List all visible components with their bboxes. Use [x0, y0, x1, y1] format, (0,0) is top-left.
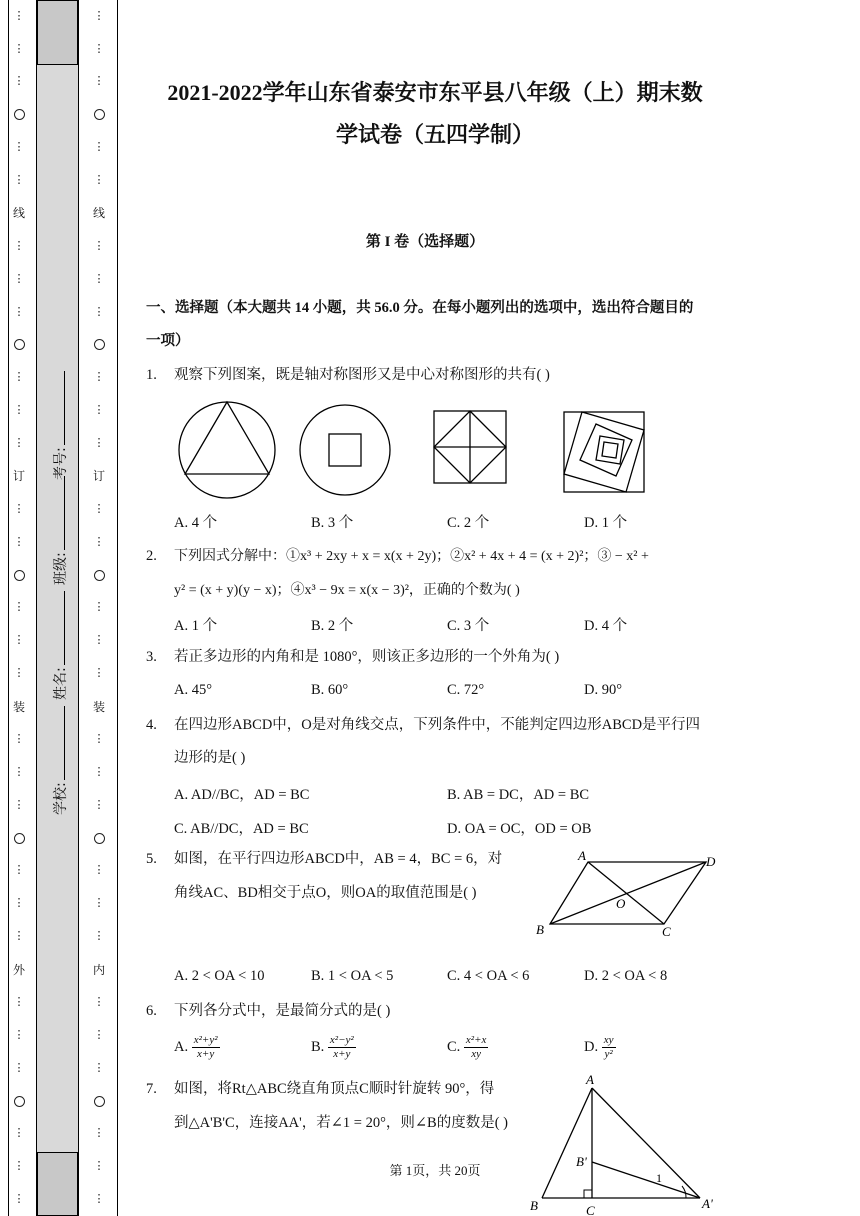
label-c: C — [586, 1203, 595, 1216]
question-text-line-2: 角线AC、BD相交于点O，则OA的取值范围是( ) — [174, 885, 477, 901]
school-label: 学校: — [53, 782, 69, 815]
name-label: 姓名: — [53, 667, 69, 700]
gray-block-top — [37, 0, 78, 65]
title-line-1: 2021-2022学年山东省泰安市东平县八年级（上）期末数 — [167, 80, 703, 105]
q7-rotation-figure — [520, 1070, 730, 1216]
strip-border-right — [117, 0, 118, 1216]
option-d[interactable]: D. 2 < OA < 8 — [584, 968, 668, 984]
option-a[interactable]: A. AD//BC，AD = BC — [174, 787, 310, 803]
q5-parallelogram-figure — [530, 848, 720, 943]
binding-strip — [0, 0, 118, 1216]
figure-rotating-squares — [564, 412, 644, 492]
question-text-line-2: 边形的是( ) — [174, 750, 246, 766]
part-one-line-2: 一项） — [146, 333, 190, 349]
option-b[interactable]: B. 60° — [311, 682, 349, 698]
school-field[interactable] — [50, 706, 70, 815]
question-text: 下列各分式中，是最简分式的是( ) — [174, 1003, 391, 1019]
question-text-line-1: 如图，将Rt△ABC绕直角顶点C顺时针旋转 90°，得 — [174, 1081, 495, 1097]
option-c[interactable]: C. 4 < OA < 6 — [447, 968, 530, 984]
circle-mark-icon — [94, 833, 105, 844]
fraction: $\frac{\text{x²+y²}}{x+y}$ — [193, 1034, 218, 1060]
option-letter: D. — [584, 1038, 599, 1055]
question-text: 若正多边形的内角和是 1080°，则该正多边形的一个外角为( ) — [174, 649, 560, 665]
option-c[interactable]: C. 2 个 — [447, 515, 490, 531]
question-number: 1. — [146, 367, 157, 383]
figure-square-diamond — [434, 411, 506, 483]
gray-block-bottom — [37, 1152, 78, 1216]
circle-mark-icon — [94, 570, 105, 581]
option-c[interactable]: C. 72° — [447, 682, 485, 698]
question-text-line-1: 在四边形ABCD中，O是对角线交点，下列条件中，不能判定四边形ABCD是平行四 — [174, 717, 701, 733]
option-d[interactable]: D. 4 个 — [584, 618, 628, 634]
page-title — [140, 72, 730, 156]
question-text-line-2: y² = (x + y)(y − x)；④x³ − 9x = x(x − 3)²，正确的个数为( ) — [174, 583, 520, 598]
option-c[interactable]: C. 3 个 — [447, 618, 490, 634]
circle-mark-icon — [14, 1096, 25, 1107]
label-c: C — [662, 924, 671, 939]
part-one-heading — [146, 292, 718, 358]
label-a: A — [586, 1072, 594, 1087]
option-letter: C. — [447, 1038, 461, 1055]
label-o: O — [616, 896, 626, 911]
fraction: $\frac{xy}{\text{y²}}$ — [603, 1034, 614, 1060]
circle-mark-icon — [94, 339, 105, 350]
option-b[interactable]: B. 1 < OA < 5 — [311, 968, 394, 984]
label-b-prime: B' — [576, 1154, 587, 1169]
circle-mark-icon — [14, 339, 25, 350]
label-d: D — [706, 854, 716, 869]
label-b: B — [530, 1198, 538, 1213]
fraction: $\frac{\text{x²−y²}}{x+y}$ — [329, 1034, 354, 1060]
question-text-line-1: 下列因式分解中：①x³ + 2xy + x = x(x + 2y)；②x² + 4x + 4 = (x + 2)²；③ − x² + — [174, 549, 649, 564]
option-letter: A. — [174, 1038, 189, 1055]
q1-figures — [170, 400, 660, 500]
option-a[interactable]: A. 1 个 — [174, 618, 218, 634]
option-d[interactable]: D. 90° — [584, 682, 623, 698]
question-number: 7. — [146, 1081, 157, 1097]
class-label: 班级: — [53, 552, 69, 585]
option-letter: B. — [311, 1038, 325, 1055]
question-number: 2. — [146, 548, 157, 564]
option-d[interactable]: D. 1 个 — [584, 515, 628, 531]
option-d[interactable]: D. OA = OC，OD = OB — [447, 821, 592, 837]
outer-dotted-column: ⋮ ⋮ ⋮ ⋮ ⋮ 线 ⋮ ⋮ ⋮ ⋮ ⋮ ⋮ 订 ⋮ ⋮ ⋮ ⋮ ⋮ 装 ⋮ ⋮ ⋮ ⋮ ⋮ ⋮ 外 ⋮ ⋮ ⋮ ⋮ ⋮ ⋮ — [12, 9, 25, 1205]
option-a[interactable]: A. 4 个 — [174, 515, 218, 531]
circle-mark-icon — [14, 833, 25, 844]
option-c[interactable] — [447, 1034, 488, 1061]
question-number: 3. — [146, 649, 157, 665]
question-number: 4. — [146, 717, 157, 733]
figure-circle-triangle — [179, 402, 275, 498]
volume-title: 第 I 卷（选择题） — [365, 234, 485, 250]
circle-mark-icon — [14, 109, 25, 120]
question-number: 6. — [146, 1003, 157, 1019]
question-text: 观察下列图案，既是轴对称图形又是中心对称图形的共有( ) — [174, 367, 550, 383]
inner-dotted-column: ⋮ ⋮ ⋮ ⋮ ⋮ 线 ⋮ ⋮ ⋮ ⋮ ⋮ ⋮ 订 ⋮ ⋮ ⋮ ⋮ ⋮ 装 ⋮ ⋮ ⋮ ⋮ ⋮ ⋮ 内 ⋮ ⋮ ⋮ ⋮ ⋮ ⋮ — [92, 9, 105, 1205]
exam-number-label: 考号: — [53, 447, 69, 480]
circle-mark-icon — [14, 570, 25, 581]
question-text-line-2: 到△A'B'C，连接AA'，若∠1 = 20°，则∠B的度数是( ) — [174, 1115, 508, 1131]
part-one-line-1: 一、选择题（本大题共 14 小题，共 56.0 分。在每小题列出的选项中，选出符合题目的 — [146, 300, 694, 316]
option-b[interactable]: B. 3 个 — [311, 515, 354, 531]
fraction: $\frac{\text{x²+x}}{xy}$ — [465, 1034, 487, 1060]
option-d[interactable] — [584, 1034, 616, 1061]
label-b: B — [536, 922, 544, 937]
question-text-line-1: 如图，在平行四边形ABCD中，AB = 4，BC = 6，对 — [174, 851, 503, 867]
label-a-prime: A' — [702, 1196, 713, 1211]
exam-number-field[interactable] — [50, 371, 70, 480]
option-a[interactable]: A. 45° — [174, 682, 213, 698]
name-field[interactable] — [50, 591, 70, 700]
class-field[interactable] — [50, 476, 70, 585]
option-b[interactable] — [311, 1034, 356, 1061]
option-b[interactable]: B. AB = DC，AD = BC — [447, 787, 590, 803]
circle-mark-icon — [94, 1096, 105, 1107]
option-b[interactable]: B. 2 个 — [311, 618, 354, 634]
option-c[interactable]: C. AB//DC，AD = BC — [174, 821, 309, 837]
strip-border-inner — [78, 0, 79, 1216]
label-angle-1: 1 — [656, 1171, 662, 1185]
question-number: 5. — [146, 851, 157, 867]
strip-border-left — [8, 0, 9, 1216]
option-a[interactable]: A. 2 < OA < 10 — [174, 968, 265, 984]
option-a[interactable] — [174, 1034, 220, 1061]
circle-mark-icon — [94, 109, 105, 120]
label-a: A — [578, 848, 586, 863]
title-line-2: 学试卷（五四学制） — [335, 122, 534, 147]
figure-circle-square — [300, 405, 390, 495]
page-footer: 第 1页，共 20页 — [389, 1163, 481, 1178]
